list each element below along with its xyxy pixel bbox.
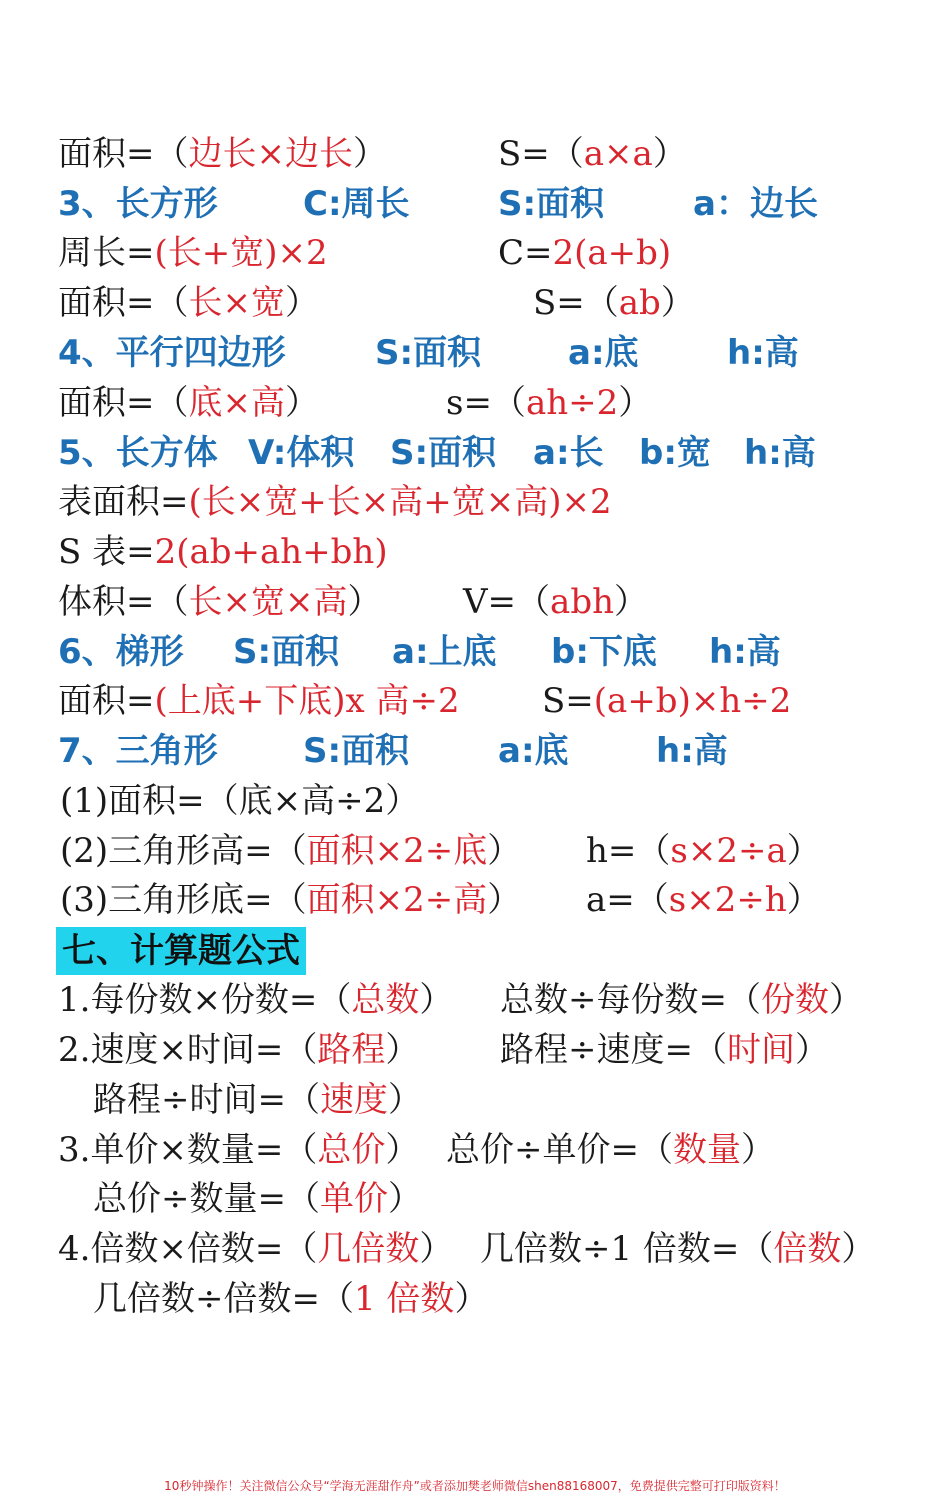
calc-r3c-value: 单价 — [319, 1179, 388, 1219]
parallelogram-area-label: 面积=（ — [58, 383, 189, 423]
calc-row-2b — [500, 1026, 829, 1074]
calc-r3b-label: 总价÷单价=（ — [446, 1130, 673, 1170]
calc-r2b-close: ） — [794, 1030, 829, 1070]
triangle-line-2 — [60, 827, 521, 875]
triangle-line2-close: ） — [487, 831, 522, 871]
triangle-heading: 7、三角形 — [58, 731, 218, 771]
triangle-line3-close: ） — [487, 880, 522, 920]
rectangle-area-label: 面积=（ — [58, 283, 189, 323]
cuboid-v-formula: abh — [550, 582, 614, 622]
trapezoid-area-line — [58, 677, 460, 725]
rectangle-s-line — [533, 279, 695, 327]
calc-row-3 — [58, 1126, 419, 1174]
rectangle-heading: 3、长方形 — [58, 184, 218, 224]
cuboid-s-table-formula: 2(ab+ah+bh) — [154, 532, 388, 572]
square-s-formula: a×a — [583, 134, 653, 174]
calc-r2b-value: 时间 — [726, 1030, 795, 1070]
parallelogram-area-formula: 底×高 — [188, 383, 285, 423]
calc-r2c-value: 速度 — [319, 1080, 388, 1120]
calc-r1-close: ） — [419, 980, 454, 1020]
calc-row-1b — [500, 976, 863, 1024]
calc-row-2c — [93, 1076, 422, 1124]
cuboid-a-label: a:长 — [533, 433, 604, 473]
square-area-line — [58, 130, 387, 178]
calc-r4c-value: 1 倍数 — [353, 1279, 455, 1319]
triangle-line-3 — [60, 876, 521, 924]
rectangle-c-eq-label: C= — [498, 233, 553, 273]
footer-notice: 10秒钟操作！关注微信公众号“学海无涯甜作舟”或者添加樊老师微信shen88168007，免费提供完整可打印版资料！ — [164, 1479, 786, 1493]
cuboid-volume-line — [58, 578, 381, 626]
parallelogram-area-line — [58, 379, 319, 427]
calc-section-title: 七、计算题公式 — [56, 927, 306, 975]
rectangle-area-formula: 长×宽 — [188, 283, 285, 323]
calc-r1-label: 1.每份数×份数=（ — [58, 980, 352, 1020]
rectangle-s-close: ） — [660, 283, 695, 323]
cuboid-volume-close: ） — [347, 582, 382, 622]
calc-row-4 — [58, 1225, 453, 1273]
triangle-h-label: h:高 — [656, 731, 728, 771]
cuboid-v-line — [463, 578, 648, 626]
trapezoid-s-label: S:面积 — [233, 632, 340, 672]
rectangle-perimeter-formula: (长+宽)×2 — [154, 233, 328, 273]
calc-r3-label: 3.单价×数量=（ — [58, 1130, 318, 1170]
square-area-close: ） — [353, 134, 387, 174]
calc-r1b-value: 份数 — [760, 980, 829, 1020]
rectangle-s-eq-label: S=（ — [533, 283, 619, 323]
trapezoid-heading: 6、梯形 — [58, 632, 184, 672]
calc-r1b-label: 总数÷每份数=（ — [500, 980, 761, 1020]
rectangle-c-label: C:周长 — [303, 184, 410, 224]
calc-r4-label: 4.倍数×倍数=（ — [58, 1229, 318, 1269]
calc-r4b-value: 倍数 — [773, 1229, 842, 1269]
trapezoid-a-label: a:上底 — [392, 632, 497, 672]
trapezoid-s-line — [542, 677, 791, 725]
trapezoid-area-label: 面积= — [58, 681, 155, 721]
cuboid-h-label: h:高 — [744, 433, 816, 473]
calc-r3c-close: ） — [387, 1179, 422, 1219]
calc-row-1 — [58, 976, 453, 1024]
calc-r3b-value: 数量 — [672, 1130, 741, 1170]
triangle-s-label: S:面积 — [303, 731, 410, 771]
parallelogram-s-line — [446, 379, 652, 427]
cuboid-volume-formula: 长×宽×高 — [188, 582, 348, 622]
triangle-line3-formula: 面积×2÷高 — [306, 880, 488, 920]
calc-row-3b — [446, 1126, 775, 1174]
calc-r2b-label: 路程÷速度=（ — [500, 1030, 727, 1070]
trapezoid-b-label: b:下底 — [551, 632, 657, 672]
square-s-line — [498, 130, 687, 178]
parallelogram-s-eq-label: s=（ — [446, 383, 526, 423]
rectangle-perimeter-label: 周长= — [58, 233, 155, 273]
calc-r3b-close: ） — [740, 1130, 775, 1170]
calc-r4b-label: 几倍数÷1 倍数=（ — [480, 1229, 774, 1269]
calc-r4-close: ） — [419, 1229, 454, 1269]
triangle-a-eq-label: a=（ — [586, 880, 669, 920]
calc-r2-value: 路程 — [317, 1030, 386, 1070]
cuboid-surface-line — [58, 478, 612, 526]
triangle-line2-label: (2)三角形高=（ — [60, 831, 307, 871]
square-area-label: 面积=（ — [58, 134, 189, 174]
square-s-label: S=（ — [498, 134, 584, 174]
cuboid-s-table-line — [58, 528, 388, 576]
calc-row-4c — [93, 1275, 488, 1323]
calc-r2c-close: ） — [387, 1080, 422, 1120]
cuboid-v-label: V:体积 — [248, 433, 355, 473]
calc-r3-value: 总价 — [317, 1130, 386, 1170]
cuboid-v-eq-label: V=（ — [463, 582, 551, 622]
square-area-formula: 边长×边长 — [188, 134, 353, 174]
rectangle-s-label: S:面积 — [498, 184, 605, 224]
trapezoid-s-formula: (a+b)×h÷2 — [593, 681, 792, 721]
rectangle-perimeter-line — [58, 229, 328, 277]
triangle-h-close: ） — [786, 831, 821, 871]
calc-row-2 — [58, 1026, 419, 1074]
square-s-close: ） — [652, 134, 687, 174]
trapezoid-h-label: h:高 — [709, 632, 781, 672]
calc-r3-close: ） — [385, 1130, 420, 1170]
triangle-a-line — [586, 876, 821, 924]
calc-r2c-label: 路程÷时间=（ — [93, 1080, 320, 1120]
cuboid-s-label: S:面积 — [390, 433, 497, 473]
triangle-line2-formula: 面积×2÷底 — [306, 831, 488, 871]
calc-r2-close: ） — [385, 1030, 420, 1070]
calc-r4b-close: ） — [841, 1229, 876, 1269]
triangle-line3-label: (3)三角形底=（ — [60, 880, 307, 920]
calc-r1b-close: ） — [828, 980, 863, 1020]
cuboid-surface-label: 表面积= — [58, 482, 189, 522]
rectangle-c-formula: 2(a+b) — [552, 233, 672, 273]
triangle-line-1: (1)面积=（底×高÷2） — [60, 781, 420, 821]
trapezoid-s-eq-label: S= — [542, 681, 594, 721]
calc-row-4b — [480, 1225, 875, 1273]
rectangle-a-label: a：边长 — [693, 184, 818, 224]
calc-row-3c — [93, 1175, 422, 1223]
rectangle-area-close: ） — [285, 283, 319, 323]
triangle-h-formula: s×2÷a — [670, 831, 787, 871]
triangle-a-close: ） — [786, 880, 821, 920]
triangle-a-label: a:底 — [498, 731, 569, 771]
calc-r4c-label: 几倍数÷倍数=（ — [93, 1279, 354, 1319]
rectangle-area-line — [58, 279, 319, 327]
parallelogram-s-formula: ah÷2 — [525, 383, 619, 423]
parallelogram-area-close: ） — [285, 383, 319, 423]
triangle-h-eq-label: h=（ — [586, 831, 671, 871]
calc-r1-value: 总数 — [351, 980, 420, 1020]
parallelogram-s-label: S:面积 — [375, 333, 482, 373]
cuboid-b-label: b:宽 — [639, 433, 711, 473]
trapezoid-area-formula: (上底+下底)x 高÷2 — [154, 681, 460, 721]
cuboid-s-table-label: S 表= — [58, 532, 155, 572]
parallelogram-h-label: h:高 — [727, 333, 799, 373]
calc-r4c-close: ） — [454, 1279, 489, 1319]
rectangle-c-line — [498, 229, 671, 277]
parallelogram-a-label: a:底 — [568, 333, 639, 373]
triangle-a-formula: s×2÷h — [668, 880, 787, 920]
cuboid-surface-formula: (长×宽+长×高+宽×高)×2 — [188, 482, 612, 522]
rectangle-s-formula: ab — [618, 283, 661, 323]
triangle-h-line — [586, 827, 821, 875]
cuboid-heading: 5、长方体 — [58, 433, 218, 473]
calc-r3c-label: 总价÷数量=（ — [93, 1179, 320, 1219]
cuboid-volume-label: 体积=（ — [58, 582, 189, 622]
calc-r4-value: 几倍数 — [317, 1229, 420, 1269]
parallelogram-s-close: ） — [618, 383, 653, 423]
parallelogram-heading: 4、平行四边形 — [58, 333, 286, 373]
cuboid-v-close: ） — [613, 582, 648, 622]
calc-r2-label: 2.速度×时间=（ — [58, 1030, 318, 1070]
